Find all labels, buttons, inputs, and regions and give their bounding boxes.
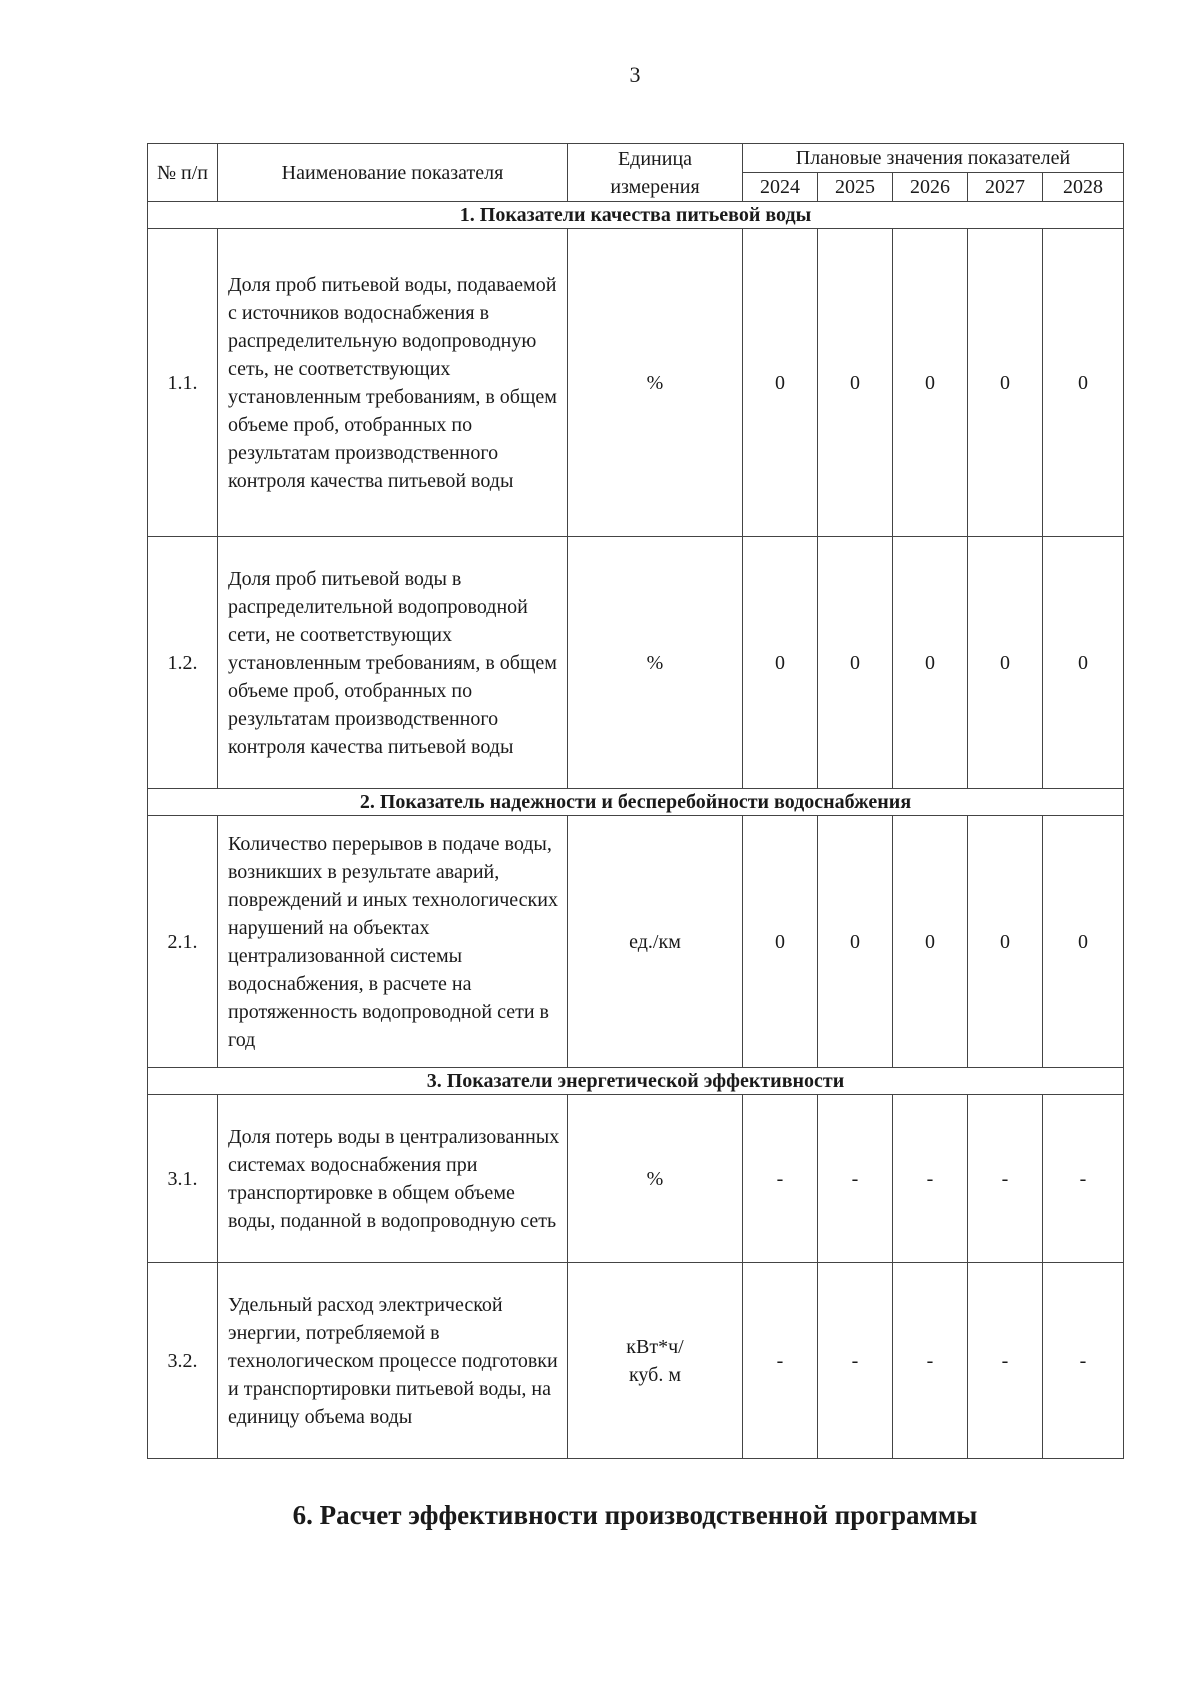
row-number: 1.2. (148, 537, 218, 789)
header-year: 2024 (743, 173, 818, 202)
row-value: 0 (743, 537, 818, 789)
section-heading: 6. Расчет эффективности производственной программы (292, 1500, 978, 1530)
indicators-table (147, 143, 1124, 1459)
row-number: 1.1. (148, 229, 218, 537)
table-row (148, 1095, 1124, 1263)
row-number: 3.2. (148, 1263, 218, 1459)
row-name: Доля проб питьевой воды в распределительной водопроводной сети, не соответствующих установленным требованиям, в общем объеме проб, отобранных по результатам производственного контроля качества питьевой воды (218, 537, 568, 789)
row-value: - (1043, 1095, 1124, 1263)
row-unit: % (568, 1095, 743, 1263)
header-year: 2025 (818, 173, 893, 202)
row-unit: % (568, 229, 743, 537)
header-name: Наименование показателя (218, 144, 568, 202)
page-number: 3 (629, 62, 641, 87)
header-number: № п/п (148, 144, 218, 202)
row-value: 0 (743, 816, 818, 1068)
row-value: 0 (743, 229, 818, 537)
row-value: 0 (893, 229, 968, 537)
section-row (148, 1068, 1124, 1095)
header-year: 2028 (1043, 173, 1124, 202)
row-value: - (743, 1263, 818, 1459)
row-value: 0 (818, 816, 893, 1068)
row-name: Удельный расход электрической энергии, потребляемой в технологическом процессе подготовки и транспортировки питьевой воды, на единицу объема воды (218, 1263, 568, 1459)
header-row-1 (148, 144, 1124, 173)
row-name: Доля проб питьевой воды, подаваемой с источников водоснабжения в распределительную водопроводную сеть, не соответствующих установленным требованиям, в общем объеме проб, отобранных по результатам производственного контроля качества питьевой воды (218, 229, 568, 537)
header-planned: Плановые значения показателей (743, 144, 1124, 173)
row-value: 0 (1043, 537, 1124, 789)
row-number: 2.1. (148, 816, 218, 1068)
row-value: 0 (818, 537, 893, 789)
section-title: 3. Показатели энергетической эффективности (148, 1068, 1124, 1095)
section-row (148, 789, 1124, 816)
row-value: 0 (1043, 229, 1124, 537)
row-value: - (1043, 1263, 1124, 1459)
header-year: 2027 (968, 173, 1043, 202)
row-value: 0 (968, 816, 1043, 1068)
row-value: 0 (893, 537, 968, 789)
row-value: - (743, 1095, 818, 1263)
section-title: 2. Показатель надежности и бесперебойности водоснабжения (148, 789, 1124, 816)
row-name: Доля потерь воды в централизованных системах водоснабжения при транспортировке в общем объеме воды, поданной в водопроводную сеть (218, 1095, 568, 1263)
row-value: - (968, 1095, 1043, 1263)
row-value: 0 (968, 537, 1043, 789)
section-title: 1. Показатели качества питьевой воды (148, 202, 1124, 229)
row-value: 0 (1043, 816, 1124, 1068)
row-value: - (893, 1263, 968, 1459)
table-row (148, 229, 1124, 537)
row-value: 0 (893, 816, 968, 1068)
row-unit: кВт*ч/ куб. м (568, 1263, 743, 1459)
row-value: - (968, 1263, 1043, 1459)
header-year: 2026 (893, 173, 968, 202)
row-number: 3.1. (148, 1095, 218, 1263)
table-row (148, 1263, 1124, 1459)
row-name: Количество перерывов в подаче воды, возникших в результате аварий, повреждений и иных технологических нарушений на объектах централизованной системы водоснабжения, в расчете на протяженность водопроводной сети в год (218, 816, 568, 1068)
row-value: 0 (968, 229, 1043, 537)
row-value: 0 (818, 229, 893, 537)
row-value: - (818, 1095, 893, 1263)
section-row (148, 202, 1124, 229)
row-unit: ед./км (568, 816, 743, 1068)
row-value: - (818, 1263, 893, 1459)
row-value: - (893, 1095, 968, 1263)
header-unit: Единица измерения (568, 144, 743, 202)
row-unit: % (568, 537, 743, 789)
table-row (148, 537, 1124, 789)
table-row (148, 816, 1124, 1068)
